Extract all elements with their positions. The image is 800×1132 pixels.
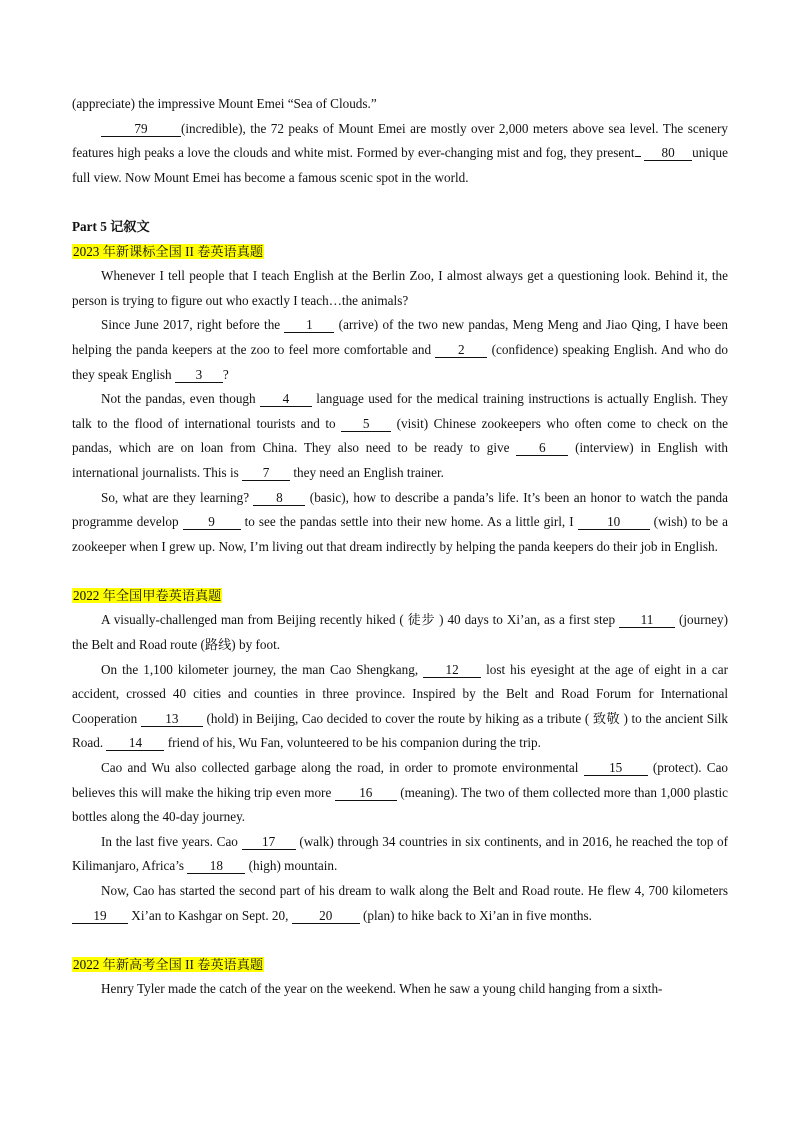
blank-underline: [635, 156, 641, 157]
text: A visually-challenged man from Beijing recently hiked ( 徒步 ) 40 days to Xi’an, as a first step: [101, 612, 616, 628]
part-heading: [72, 215, 728, 240]
text: Henry Tyler made the catch of the year on the weekend. When he saw a young child hanging from a sixth-: [101, 981, 663, 997]
text: (plan) to hike back to Xi’an in five months.: [363, 907, 592, 923]
spacer: [72, 928, 728, 953]
blank-79[interactable]: 79: [101, 121, 181, 137]
text: Cao and Wu also collected garbage along the road, in order to promote environmental: [101, 760, 579, 776]
blank-12[interactable]: 12: [423, 662, 481, 678]
blank-20[interactable]: 20: [292, 908, 360, 924]
text: (hold) in Beijing, Cao decided to cover the route by hiking as a tribute ( 致敬 ) to the ancient Silk Road.: [72, 710, 729, 751]
blank-14[interactable]: 14: [106, 735, 164, 751]
text: (arrive) of the two new pandas, Meng Meng and Jiao Qing, I have been helping the panda keepers at the zoo to feel more comfortable and: [72, 317, 729, 357]
paragraph: [72, 830, 728, 879]
blank-17[interactable]: 17: [242, 834, 296, 850]
blank-16[interactable]: 16: [335, 785, 397, 801]
paragraph: [72, 117, 728, 191]
text: So, what are they learning?: [101, 489, 250, 505]
blank-6[interactable]: 6: [516, 440, 568, 456]
paragraph: [72, 264, 728, 313]
blank-9[interactable]: 9: [183, 514, 241, 530]
blank-15[interactable]: 15: [584, 760, 648, 776]
text: Not the pandas, even though: [101, 391, 256, 407]
text: Xi’an to Kashgar on Sept. 20,: [131, 907, 289, 923]
section-heading-2022-jia: [72, 584, 728, 609]
text: friend of his, Wu Fan, volunteered to be his companion during the trip.: [167, 735, 541, 751]
spacer: [72, 559, 728, 584]
text: they need an English trainer.: [293, 464, 444, 480]
section-title: 2022 年新高考全国 II 卷英语真题: [73, 956, 264, 972]
text: lost his eyesight at the age of eight in a car accident, crossed 40 cities and counties in three province. Inspired by the Belt and Road Forum for International Cooperation: [72, 661, 728, 726]
text: In the last five years. Cao: [101, 833, 238, 849]
blank-80[interactable]: 80: [644, 145, 692, 161]
blank-1[interactable]: 1: [284, 317, 334, 333]
text: (confidence) speaking English. And who do they speak English: [72, 341, 728, 382]
paragraph: [72, 92, 728, 117]
text: unique full view. Now Mount Emei has become a famous scenic spot in the world.: [72, 145, 728, 185]
blank-10[interactable]: 10: [578, 514, 650, 530]
blank-3[interactable]: 3: [175, 367, 223, 383]
blank-2[interactable]: 2: [435, 342, 487, 358]
text: language used for the medical training instructions is actually English. They talk to the flood of international tourists and to: [72, 391, 729, 431]
paragraph: [72, 608, 728, 657]
text: (meaning). The two of them collected more than 1,000 plastic bottles along the 40-day journey.: [72, 784, 728, 825]
text: ?: [222, 366, 229, 382]
paragraph: [72, 658, 728, 756]
text: (walk) through 34 countries in six continents, and in 2016, he reached the top of Kilimanjaro, Africa’s: [72, 833, 729, 874]
text: (visit) Chinese zookeepers who often come to check on the pandas, which are on loan from China. They also need to be ready to give: [72, 415, 729, 456]
section-heading-2022-xingaokao: [72, 953, 728, 978]
document-page: [72, 92, 728, 1002]
paragraph: [72, 313, 728, 387]
text: (wish) to be a zookeeper when I grew up. Now, I’m living out that dream indirectly by helping the panda keepers do their job in English.: [72, 514, 728, 554]
paragraph: [72, 756, 728, 830]
text: Since June 2017, right before the: [101, 317, 281, 333]
section-title: 2022 年全国甲卷英语真题: [73, 587, 222, 603]
part-label: Part 5: [72, 218, 111, 234]
text: (interview) in English with international journalists. This is: [72, 440, 729, 480]
section-title: 2023 年新课标全国 II 卷英语真题: [73, 243, 264, 259]
blank-13[interactable]: 13: [141, 711, 203, 727]
part-title: 记叙文: [110, 218, 150, 234]
text: (journey) the Belt and Road route (路线) by foot.: [72, 612, 729, 653]
text: to see the pandas settle into their new home. As a little girl, I: [244, 514, 574, 530]
text: (protect). Cao believes this will make the hiking trip even more: [72, 760, 729, 800]
blank-7[interactable]: 7: [242, 465, 290, 481]
text: Now, Cao has started the second part of his dream to walk along the Belt and Road route. He flew 4, 700 kilometers: [101, 883, 728, 898]
section-heading-2023: [72, 240, 728, 265]
blank-4[interactable]: 4: [260, 391, 312, 407]
text: (appreciate) the impressive Mount Emei “Sea of Clouds.”: [72, 96, 377, 111]
text: (incredible), the 72 peaks of Mount Emei are mostly over 2,000 meters above sea level. The scenery features high peaks a love the clouds and white mist. Formed by ever-changing mist and fog, they present: [72, 120, 728, 161]
text: On the 1,100 kilometer journey, the man Cao Shengkang,: [101, 661, 419, 677]
text: (high) mountain.: [248, 858, 338, 874]
spacer: [72, 190, 728, 215]
text: (basic), how to describe a panda’s life. It’s been an honor to watch the panda programme develop: [72, 489, 728, 530]
blank-5[interactable]: 5: [341, 416, 391, 432]
paragraph: [72, 486, 728, 560]
text: Whenever I tell people that I teach English at the Berlin Zoo, I almost always get a questioning look. Behind it, the person is trying to figure out who exactly I teach…the animals?: [72, 268, 728, 308]
blank-8[interactable]: 8: [253, 490, 305, 506]
blank-19[interactable]: 19: [72, 908, 128, 924]
blank-18[interactable]: 18: [187, 858, 245, 874]
paragraph: [72, 387, 728, 485]
blank-11[interactable]: 11: [619, 612, 675, 628]
paragraph: [72, 879, 728, 928]
paragraph: [72, 977, 728, 1002]
